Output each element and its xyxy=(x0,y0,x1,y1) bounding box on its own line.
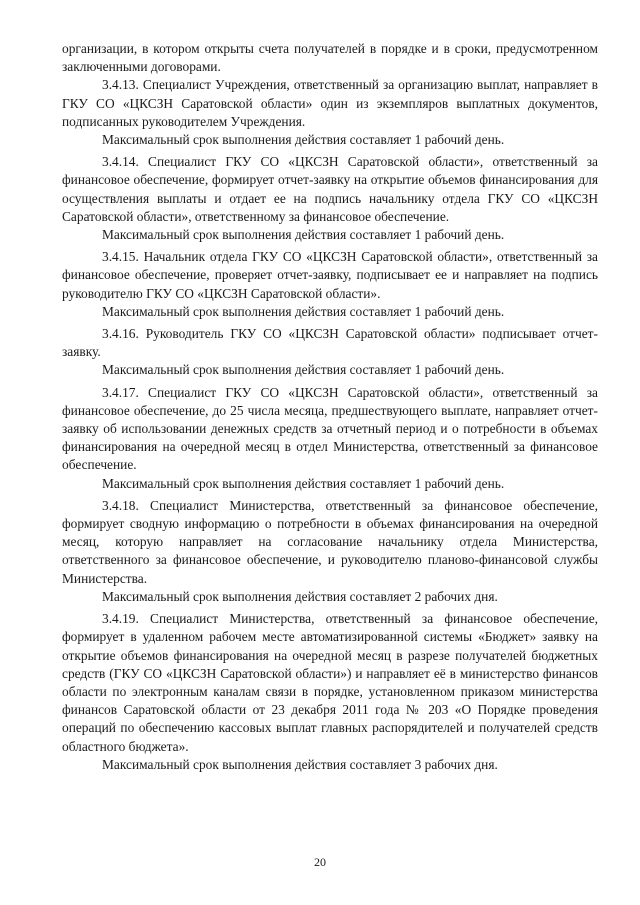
paragraph-3-4-15: 3.4.15. Начальник отдела ГКУ СО «ЦКСЗН Саратовской области», ответственный за финансовое обеспечение, проверяет отчет-заявку, подписывает ее и направляет на подпись руководителю ГКУ СО «ЦКСЗН Саратовской области». xyxy=(62,249,598,301)
paragraph-max-term: Максимальный срок выполнения действия составляет 1 рабочий день. xyxy=(102,303,505,319)
paragraph-max-term: Максимальный срок выполнения действия составляет 1 рабочий день. xyxy=(102,132,505,148)
paragraph-3-4-16: 3.4.16. Руководитель ГКУ СО «ЦКСЗН Саратовской области» подписывает отчет-заявку. xyxy=(62,326,598,360)
paragraph-3-4-13: 3.4.13. Специалист Учреждения, ответственный за организацию выплат, направляет в ГКУ СО «ЦКСЗН Саратовской области» один из экземпляров выплатных документов, подписанных руководителем Учреждения. xyxy=(62,77,598,129)
paragraph-3-4-18: 3.4.18. Специалист Министерства, ответственный за финансовое обеспечение, формирует сводную информацию о потребности в объемах финансирования на очередной месяц, которую направляет на согласование начальнику отдела Министерства, ответственного за финансовое обеспечение, и руководителю планово-финансовой службы Министерства. xyxy=(62,497,598,586)
paragraph-3-4-19: 3.4.19. Специалист Министерства, ответственный за финансовое обеспечение, формирует в удаленном рабочем месте автоматизированной системы «Бюджет» заявку на открытие объемов финансирования на очередной месяц в разрезе получателей бюджетных средств (ГКУ СО «ЦКСЗН Саратовской области») и направляет её в министерство финансов области по электронным каналам связи в порядке, установленном приказом министерства финансов Саратовской области от 23 декабря 2011 года № 203 «О Порядке проведения операций по обеспечению кассовых выплат главных распорядителей и получателей средств областного бюджета». xyxy=(62,611,598,754)
paragraph-max-term: Максимальный срок выполнения действия составляет 3 рабочих дня. xyxy=(102,756,498,772)
paragraph-3-4-17: 3.4.17. Специалист ГКУ СО «ЦКСЗН Саратовской области», ответственный за финансовое обеспечение, до 25 числа месяца, предшествующего выплате, направляет отчет-заявку об использовании денежных средств за отчетный период и о потребности в объемах финансирования на очередной месяц в отдел Министерства, ответственный за финансовое обеспечение. xyxy=(62,384,598,473)
document-page xyxy=(62,40,598,774)
paragraph-max-term: Максимальный срок выполнения действия составляет 2 рабочих дня. xyxy=(102,588,498,604)
page-number: 20 xyxy=(314,855,326,869)
paragraph-3-4-14: 3.4.14. Специалист ГКУ СО «ЦКСЗН Саратовской области», ответственный за финансовое обеспечение, формирует отчет-заявку на открытие объемов финансирования для осуществления выплаты и отдает ее на подпись начальнику отдела ГКУ СО «ЦКСЗН Саратовской области», ответственному за финансовое обеспечение. xyxy=(62,154,598,224)
paragraph-max-term: Максимальный срок выполнения действия составляет 1 рабочий день. xyxy=(102,475,505,491)
paragraph-max-term: Максимальный срок выполнения действия составляет 1 рабочий день. xyxy=(102,362,505,378)
paragraph-max-term: Максимальный срок выполнения действия составляет 1 рабочий день. xyxy=(102,227,505,243)
paragraph-continuation: организации, в котором открыты счета получателей в порядке и в сроки, предусмотренном заключенными договорами. xyxy=(62,41,598,75)
